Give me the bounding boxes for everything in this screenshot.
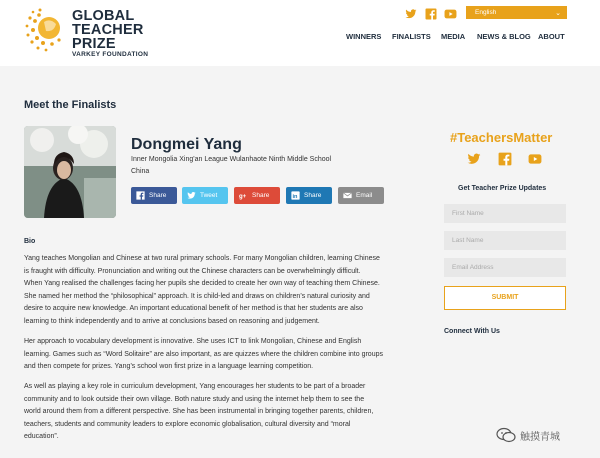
- bio-line: She named her method the “philosophical” approach. It is child-led and draws on children’s natural curiosity and: [24, 292, 370, 300]
- language-select-value: English: [475, 9, 497, 16]
- logo-line-1: GLOBAL: [72, 8, 135, 24]
- twitter-icon[interactable]: [405, 7, 417, 21]
- nav-item-about[interactable]: ABOUT: [538, 32, 565, 41]
- google-plus-icon: [239, 191, 248, 200]
- logo-subtitle: VARKEY FOUNDATION: [72, 51, 149, 58]
- facebook-share-button[interactable]: [131, 187, 177, 204]
- main-nav: [0, 32, 600, 46]
- logo-line-3: PRIZE: [72, 36, 116, 52]
- bio-line: world around them from a different perspective. She has been instrumental in bringing together parents, children,: [24, 408, 374, 416]
- bio-heading: Bio: [24, 238, 36, 245]
- nav-item-news-blog[interactable]: NEWS & BLOG: [477, 32, 531, 41]
- site-header: [0, 0, 600, 66]
- last-name-field[interactable]: Last Name: [444, 231, 566, 250]
- nav-item-media[interactable]: MEDIA: [441, 32, 466, 41]
- bio-line: education”.: [24, 433, 59, 441]
- language-select[interactable]: [466, 6, 567, 19]
- linkedin-icon: [291, 191, 300, 200]
- google-plus-share-button[interactable]: [234, 187, 280, 204]
- wechat-icon: [496, 427, 516, 443]
- bio-line: learning to think independently and to arrive at conclusions based on reasoning and judgement.: [24, 317, 320, 325]
- bio-line: learning. Games such as “Word Solitaire” are also important, as are quizzes where the children combine into groups: [24, 350, 383, 358]
- bio-line: Her approach to vocabulary development is innovative. She uses ICT to link Mongolian, Chinese and English: [24, 338, 362, 345]
- page-title: Meet the Finalists: [24, 99, 117, 111]
- facebook-icon: [136, 191, 145, 200]
- logo-line-2: TEACHER: [72, 22, 144, 38]
- facebook-icon[interactable]: [425, 7, 437, 21]
- bio-line: As well as playing a key role in curriculum development, Yang encourages her students to be part of a broader: [24, 383, 366, 390]
- finalist-country: China: [131, 168, 150, 175]
- share-button-label: Share: [252, 192, 270, 199]
- twitter-tweet-button[interactable]: [182, 187, 228, 204]
- youtube-icon[interactable]: [444, 7, 457, 21]
- bio-line: community and to look outside their own village. Both nature study and using the internet help them to see the: [24, 395, 365, 403]
- linkedin-share-button[interactable]: [286, 187, 332, 204]
- bio-paragraph-1: [24, 253, 422, 329]
- svg-text:in: in: [292, 194, 298, 200]
- bio-line: Yang teaches Mongolian and Chinese at two rural primary schools. For many Mongolian children, learning Chinese: [24, 255, 380, 262]
- youtube-icon[interactable]: [527, 152, 543, 166]
- share-button-label: Email: [356, 192, 373, 199]
- svg-text:g+: g+: [239, 193, 247, 200]
- share-button-label: Share: [149, 192, 167, 199]
- connect-heading: Connect With Us: [444, 328, 500, 335]
- finalist-photo: [24, 126, 116, 218]
- bio-paragraph-3: [24, 381, 422, 444]
- email-field[interactable]: Email Address: [444, 258, 566, 277]
- updates-heading: Get Teacher Prize Updates: [458, 185, 547, 192]
- submit-button[interactable]: SUBMIT: [444, 286, 566, 310]
- facebook-icon[interactable]: [497, 152, 513, 166]
- teachers-matter-hashtag[interactable]: #TeachersMatter: [450, 130, 553, 145]
- nav-item-winners[interactable]: WINNERS: [346, 32, 382, 41]
- first-name-field[interactable]: First Name: [444, 204, 566, 223]
- bio-line: is fraught with difficulty. Pronunciation and writing out the Chinese characters can be overwhelmingly difficult.: [24, 267, 361, 275]
- bio-line: and then compete for prizes. Yang’s school won first prize in a language learning competition.: [24, 363, 314, 371]
- share-button-label: Tweet: [200, 192, 218, 199]
- bio-paragraph-2: [24, 336, 422, 374]
- bio-line: desire to acquire new knowledge. An important educational benefit of her method is that her students are also: [24, 305, 363, 313]
- twitter-icon: [187, 191, 196, 200]
- bio-line: When Yang realised the challenges facing her pupils she decided to create her own way of teaching them Chinese.: [24, 280, 380, 288]
- twitter-icon[interactable]: [466, 152, 482, 166]
- finalist-portrait-image: [24, 126, 116, 218]
- email-icon: [343, 191, 352, 200]
- watermark: [496, 426, 596, 444]
- chevron-down-icon: ⌄: [555, 10, 561, 17]
- email-share-button[interactable]: [338, 187, 384, 204]
- finalist-name: Dongmei Yang: [131, 136, 242, 153]
- finalist-school: Inner Mongolia Xing'an League Wulanhaote Ninth Middle School: [131, 156, 332, 163]
- share-button-label: Share: [304, 192, 322, 199]
- watermark-text: 触摸青城: [520, 432, 560, 443]
- nav-item-finalists[interactable]: FINALISTS: [392, 32, 431, 41]
- bio-line: teachers, students and community leaders to explore economic globalisation, cultural diversity and “moral: [24, 420, 351, 428]
